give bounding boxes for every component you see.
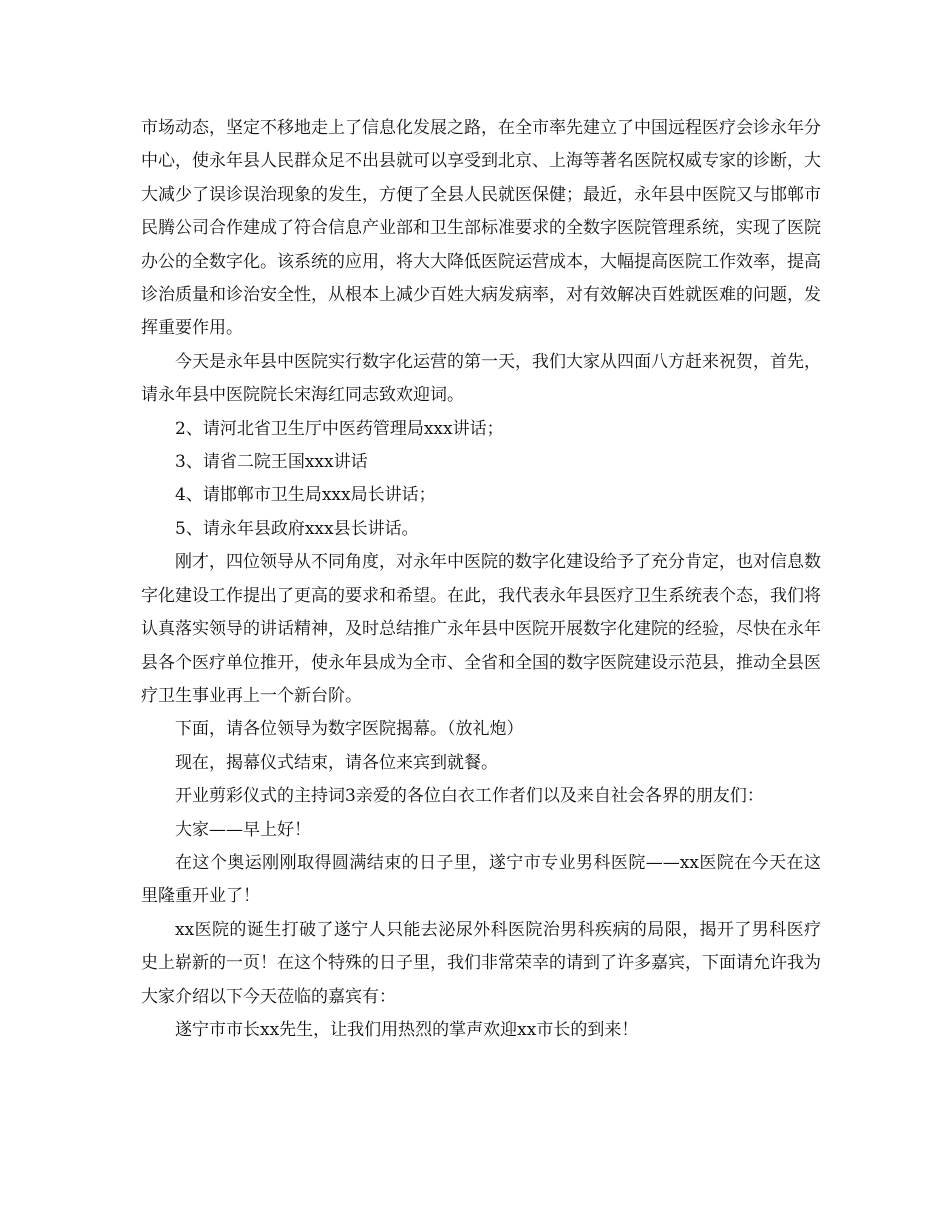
document-body	[141, 112, 821, 1047]
agenda-item-3: 3、请省二院王国xxx讲话	[175, 452, 368, 473]
paragraph-2: 今天是永年县中医院实行数字化运营的第一天，我们大家从四面八方赶来祝贺，首先，请永年县中医院院长宋海红同志致欢迎词。	[141, 351, 821, 406]
paragraph-hospital-intro: xx医院的诞生打破了遂宁人只能去泌尿外科医院治男科疾病的局限，揭开了男科医疗史上崭新的一页！在这个特殊的日子里，我们非常荣幸的请到了许多嘉宾，下面请允许我为大家介绍以下今天莅临的嘉宾有：	[141, 919, 821, 1007]
paragraph-unveiling: 下面，请各位领导为数字医院揭幕。（放礼炮）	[175, 719, 524, 740]
paragraph-opening: 在这个奥运刚刚取得圆满结束的日子里，遂宁市专业男科医院——xx医院在今天在这里隆重开业了！	[141, 852, 821, 907]
agenda-item-5: 5、请永年县政府xxx县长讲话。	[175, 518, 419, 539]
paragraph-greeting: 大家——早上好！	[175, 819, 311, 840]
paragraph-guest-intro: 遂宁市市长xx先生，让我们用热烈的掌声欢迎xx市长的到来！	[175, 1019, 639, 1040]
agenda-item-2: 2、请河北省卫生厅中医药管理局xxx讲话；	[175, 418, 504, 439]
paragraph-ceremony-end: 现在，揭幕仪式结束，请各位来宾到就餐。	[175, 752, 498, 773]
paragraph-1: 市场动态，坚定不移地走上了信息化发展之路，在全市率先建立了中国远程医疗会诊永年分中心，使永年县人民群众足不出县就可以享受到北京、上海等著名医院权威专家的诊断，大大减少了误诊误治现象的发生，方便了全县人民就医保健；最近，永年县中医院又与邯郸市民腾公司合作建成了符合信息产业部和卫生部标准要求的全数字医院管理系统，实现了医院办公的全数字化。该系统的应用，将大大降低医院运营成本，大幅提高医院工作效率，提高诊治质量和诊治安全性，从根本上减少百姓大病发病率，对有效解决百姓就医难的问题，发挥重要作用。	[141, 118, 821, 339]
paragraph-summary: 刚才，四位领导从不同角度，对永年中医院的数字化建设给予了充分肯定，也对信息数字化建设工作提出了更高的要求和希望。在此，我代表永年县医疗卫生系统表个态，我们将认真落实领导的讲话精神，及时总结推广永年县中医院开展数字化建院的经验，尽快在永年县各个医疗单位推开，使永年县成为全市、全省和全国的数字医院建设示范县，推动全县医疗卫生事业再上一个新台阶。	[141, 552, 821, 706]
agenda-item-4: 4、请邯郸市卫生局xxx局长讲话；	[175, 485, 436, 506]
paragraph-script-title: 开业剪彩仪式的主持词3亲爱的各位白衣工作者们以及来自社会各界的朋友们：	[175, 786, 764, 807]
